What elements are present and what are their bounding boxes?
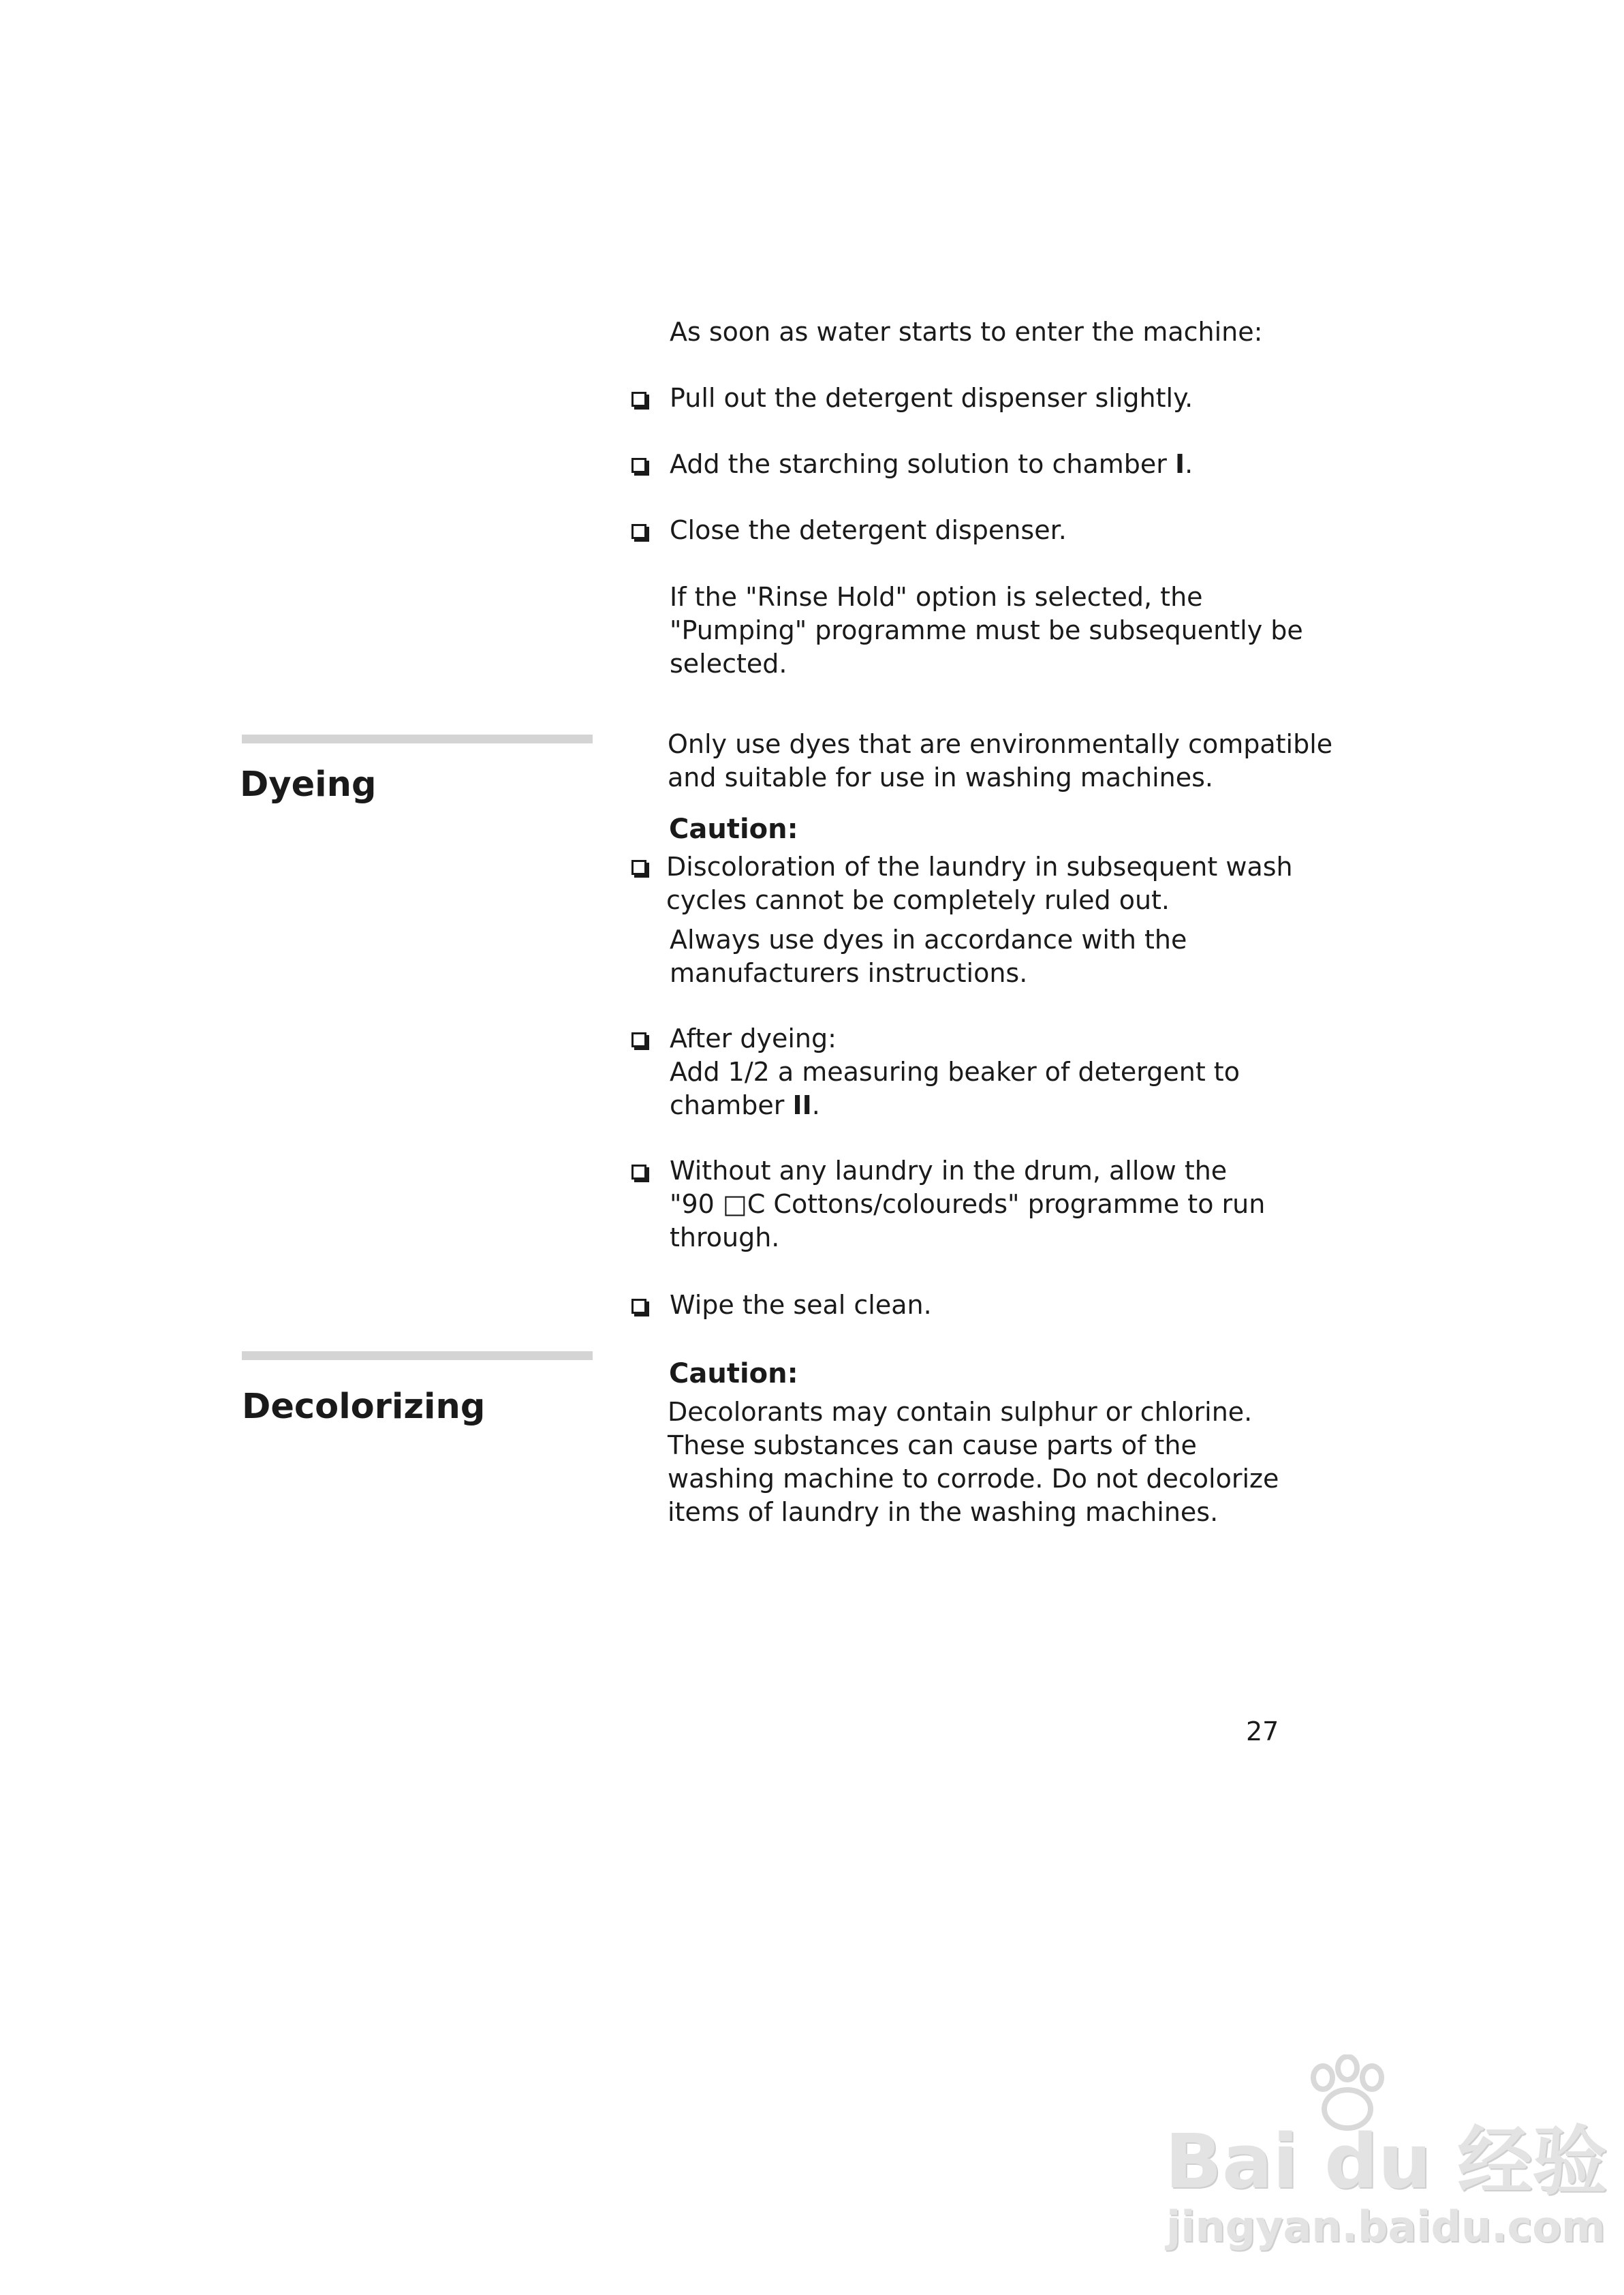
page-number: 27	[1246, 1716, 1279, 1746]
dyeing-intro-line: Only use dyes that are environmentally compatible	[668, 729, 1333, 759]
watermark-logo: Bai du 经验	[1165, 2118, 1608, 2205]
rinse-note-line: "Pumping" programme must be subsequently be	[670, 615, 1303, 645]
decolorizing-line: Decolorants may contain sulphur or chlorine.	[668, 1397, 1253, 1427]
instruction-line: Always use dyes in accordance with the	[670, 925, 1187, 955]
section-divider	[242, 735, 593, 743]
after-dyeing-line: Add 1/2 a measuring beaker of detergent to	[670, 1057, 1240, 1087]
drum-line: Without any laundry in the drum, allow the	[670, 1156, 1228, 1186]
checkbox-icon	[631, 1032, 646, 1047]
decolorizing-line: items of laundry in the washing machines.	[668, 1497, 1219, 1527]
decolorizing-line: washing machine to corrode. Do not decolorize	[668, 1464, 1279, 1494]
dyeing-intro-line: and suitable for use in washing machines.	[668, 763, 1213, 792]
instruction-line: manufacturers instructions.	[670, 958, 1028, 988]
step-close-dispenser: Close the detergent dispenser.	[670, 515, 1067, 545]
step-pull-dispenser: Pull out the detergent dispenser slightly.	[670, 383, 1193, 413]
checkbox-icon	[631, 458, 646, 473]
rinse-note-line: If the "Rinse Hold" option is selected, the	[670, 582, 1203, 612]
checkbox-icon	[631, 1165, 646, 1180]
wipe-seal-step: Wipe the seal clean.	[670, 1290, 932, 1320]
section-divider	[242, 1351, 593, 1360]
after-dyeing-line: chamber II.	[670, 1090, 820, 1120]
decolorizing-caution-label: Caution:	[669, 1358, 798, 1389]
checkbox-icon	[631, 1299, 646, 1314]
dyeing-heading: Dyeing	[240, 765, 377, 805]
checkbox-icon	[631, 392, 646, 407]
discoloration-line: Discoloration of the laundry in subsequent wash	[666, 852, 1293, 882]
intro-text: As soon as water starts to enter the machine:	[670, 317, 1263, 347]
watermark-url: jingyan.baidu.com	[1166, 2202, 1606, 2251]
after-dyeing-label: After dyeing:	[670, 1023, 837, 1053]
discoloration-line: cycles cannot be completely ruled out.	[666, 885, 1170, 915]
step-add-starch: Add the starching solution to chamber I.	[670, 449, 1193, 479]
drum-line: through.	[670, 1222, 780, 1252]
dyeing-caution-label: Caution:	[669, 814, 798, 845]
checkbox-icon	[631, 524, 646, 539]
drum-line: "90 □C Cottons/coloureds" programme to run	[670, 1189, 1266, 1219]
checkbox-icon	[631, 860, 646, 875]
decolorizing-line: These substances can cause parts of the	[668, 1430, 1197, 1460]
rinse-note-line: selected.	[670, 649, 787, 679]
decolorizing-heading: Decolorizing	[242, 1387, 486, 1427]
